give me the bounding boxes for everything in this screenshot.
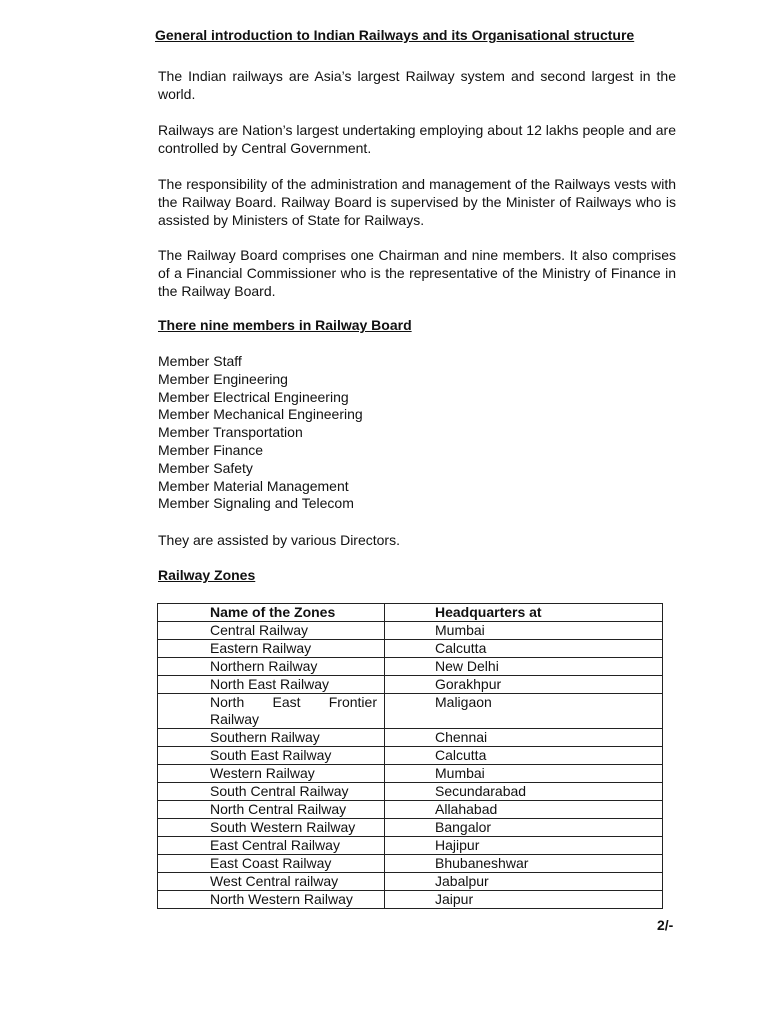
- headquarters-cell: Chennai: [385, 729, 663, 747]
- headquarters-cell: Gorakhpur: [385, 676, 663, 694]
- headquarters-cell: New Delhi: [385, 658, 663, 676]
- zone-row: [158, 622, 663, 640]
- zone-name-cell: Northern Railway: [158, 658, 385, 676]
- zone-name-cell: East Coast Railway: [158, 855, 385, 873]
- intro-paragraph: The Indian railways are Asia’s largest Railway system and second largest in the world.: [158, 68, 676, 102]
- page-number: 2/-: [657, 917, 674, 933]
- zone-row: [158, 819, 663, 837]
- assisted-text: They are assisted by various Directors.: [158, 532, 400, 548]
- headquarters-cell: Mumbai: [385, 622, 663, 640]
- headquarters-cell: Maligaon: [385, 694, 663, 729]
- zone-name-cell: North East Railway: [158, 676, 385, 694]
- member-item: Member Safety: [158, 459, 253, 476]
- zone-name-cell: North Western Railway: [158, 891, 385, 909]
- headquarters-header: Headquarters at: [385, 604, 663, 622]
- headquarters-cell: Jabalpur: [385, 873, 663, 891]
- zone-row: [158, 891, 663, 909]
- zones-header-row: [158, 604, 663, 622]
- zone-row: [158, 676, 663, 694]
- zone-name-cell: Western Railway: [158, 765, 385, 783]
- administration-paragraph: The responsibility of the administration and management of the Railways vests with the Railway Board. Railway Board is supervised by the Minister of Railways who is assisted by Ministers of State for Railways.: [158, 176, 676, 228]
- zone-row: [158, 801, 663, 819]
- headquarters-cell: Allahabad: [385, 801, 663, 819]
- headquarters-cell: Mumbai: [385, 765, 663, 783]
- zone-row: [158, 873, 663, 891]
- zone-row: [158, 765, 663, 783]
- zone-name-cell: South East Railway: [158, 747, 385, 765]
- member-item: Member Transportation: [158, 424, 303, 441]
- zone-row: [158, 694, 663, 729]
- page-title: General introduction to Indian Railways and its Organisational structure: [155, 27, 635, 43]
- zone-row: [158, 729, 663, 747]
- zone-name-cell: East Central Railway: [158, 837, 385, 855]
- headquarters-cell: Secundarabad: [385, 783, 663, 801]
- member-item: Member Engineering: [158, 370, 288, 387]
- members-list: [158, 353, 363, 513]
- zone-name-cell: Eastern Railway: [158, 640, 385, 658]
- zone-name-cell: South Western Railway: [158, 819, 385, 837]
- zone-name-cell: Southern Railway: [158, 729, 385, 747]
- zone-name-justified: North East Frontier: [210, 694, 377, 710]
- zone-row: [158, 783, 663, 801]
- headquarters-cell: Jaipur: [385, 891, 663, 909]
- zones-heading: Railway Zones: [158, 567, 256, 583]
- zone-row: [158, 640, 663, 658]
- zones-table: [157, 603, 663, 909]
- member-item: Member Material Management: [158, 477, 349, 494]
- headquarters-cell: Hajipur: [385, 837, 663, 855]
- board-composition-paragraph: The Railway Board comprises one Chairman and nine members. It also comprises of a Financial Commissioner who is the representative of the Ministry of Finance in the Railway Board.: [158, 247, 676, 299]
- zone-name-cell: West Central railway: [158, 873, 385, 891]
- zone-name-cell: Central Railway: [158, 622, 385, 640]
- headquarters-cell: Bangalor: [385, 819, 663, 837]
- zone-name-cell: North East Frontier Railway: [158, 694, 385, 729]
- headquarters-cell: Calcutta: [385, 747, 663, 765]
- zone-row: [158, 658, 663, 676]
- headquarters-cell: Calcutta: [385, 640, 663, 658]
- member-item: Member Staff: [158, 353, 242, 369]
- zone-name-cell: North Central Railway: [158, 801, 385, 819]
- member-item: Member Mechanical Engineering: [158, 406, 363, 423]
- member-item: Member Finance: [158, 441, 264, 458]
- zone-name-cell: South Central Railway: [158, 783, 385, 801]
- headquarters-cell: Bhubaneshwar: [385, 855, 663, 873]
- zone-row: [158, 837, 663, 855]
- zone-name-header: Name of the Zones: [158, 604, 385, 622]
- zone-row: [158, 855, 663, 873]
- members-heading: There nine members in Railway Board: [158, 317, 412, 333]
- employment-paragraph: Railways are Nation’s largest undertaking employing about 12 lakhs people and are controlled by Central Government.: [158, 122, 676, 156]
- member-item: Member Signaling and Telecom: [158, 495, 354, 512]
- member-item: Member Electrical Engineering: [158, 388, 349, 405]
- zone-row: [158, 747, 663, 765]
